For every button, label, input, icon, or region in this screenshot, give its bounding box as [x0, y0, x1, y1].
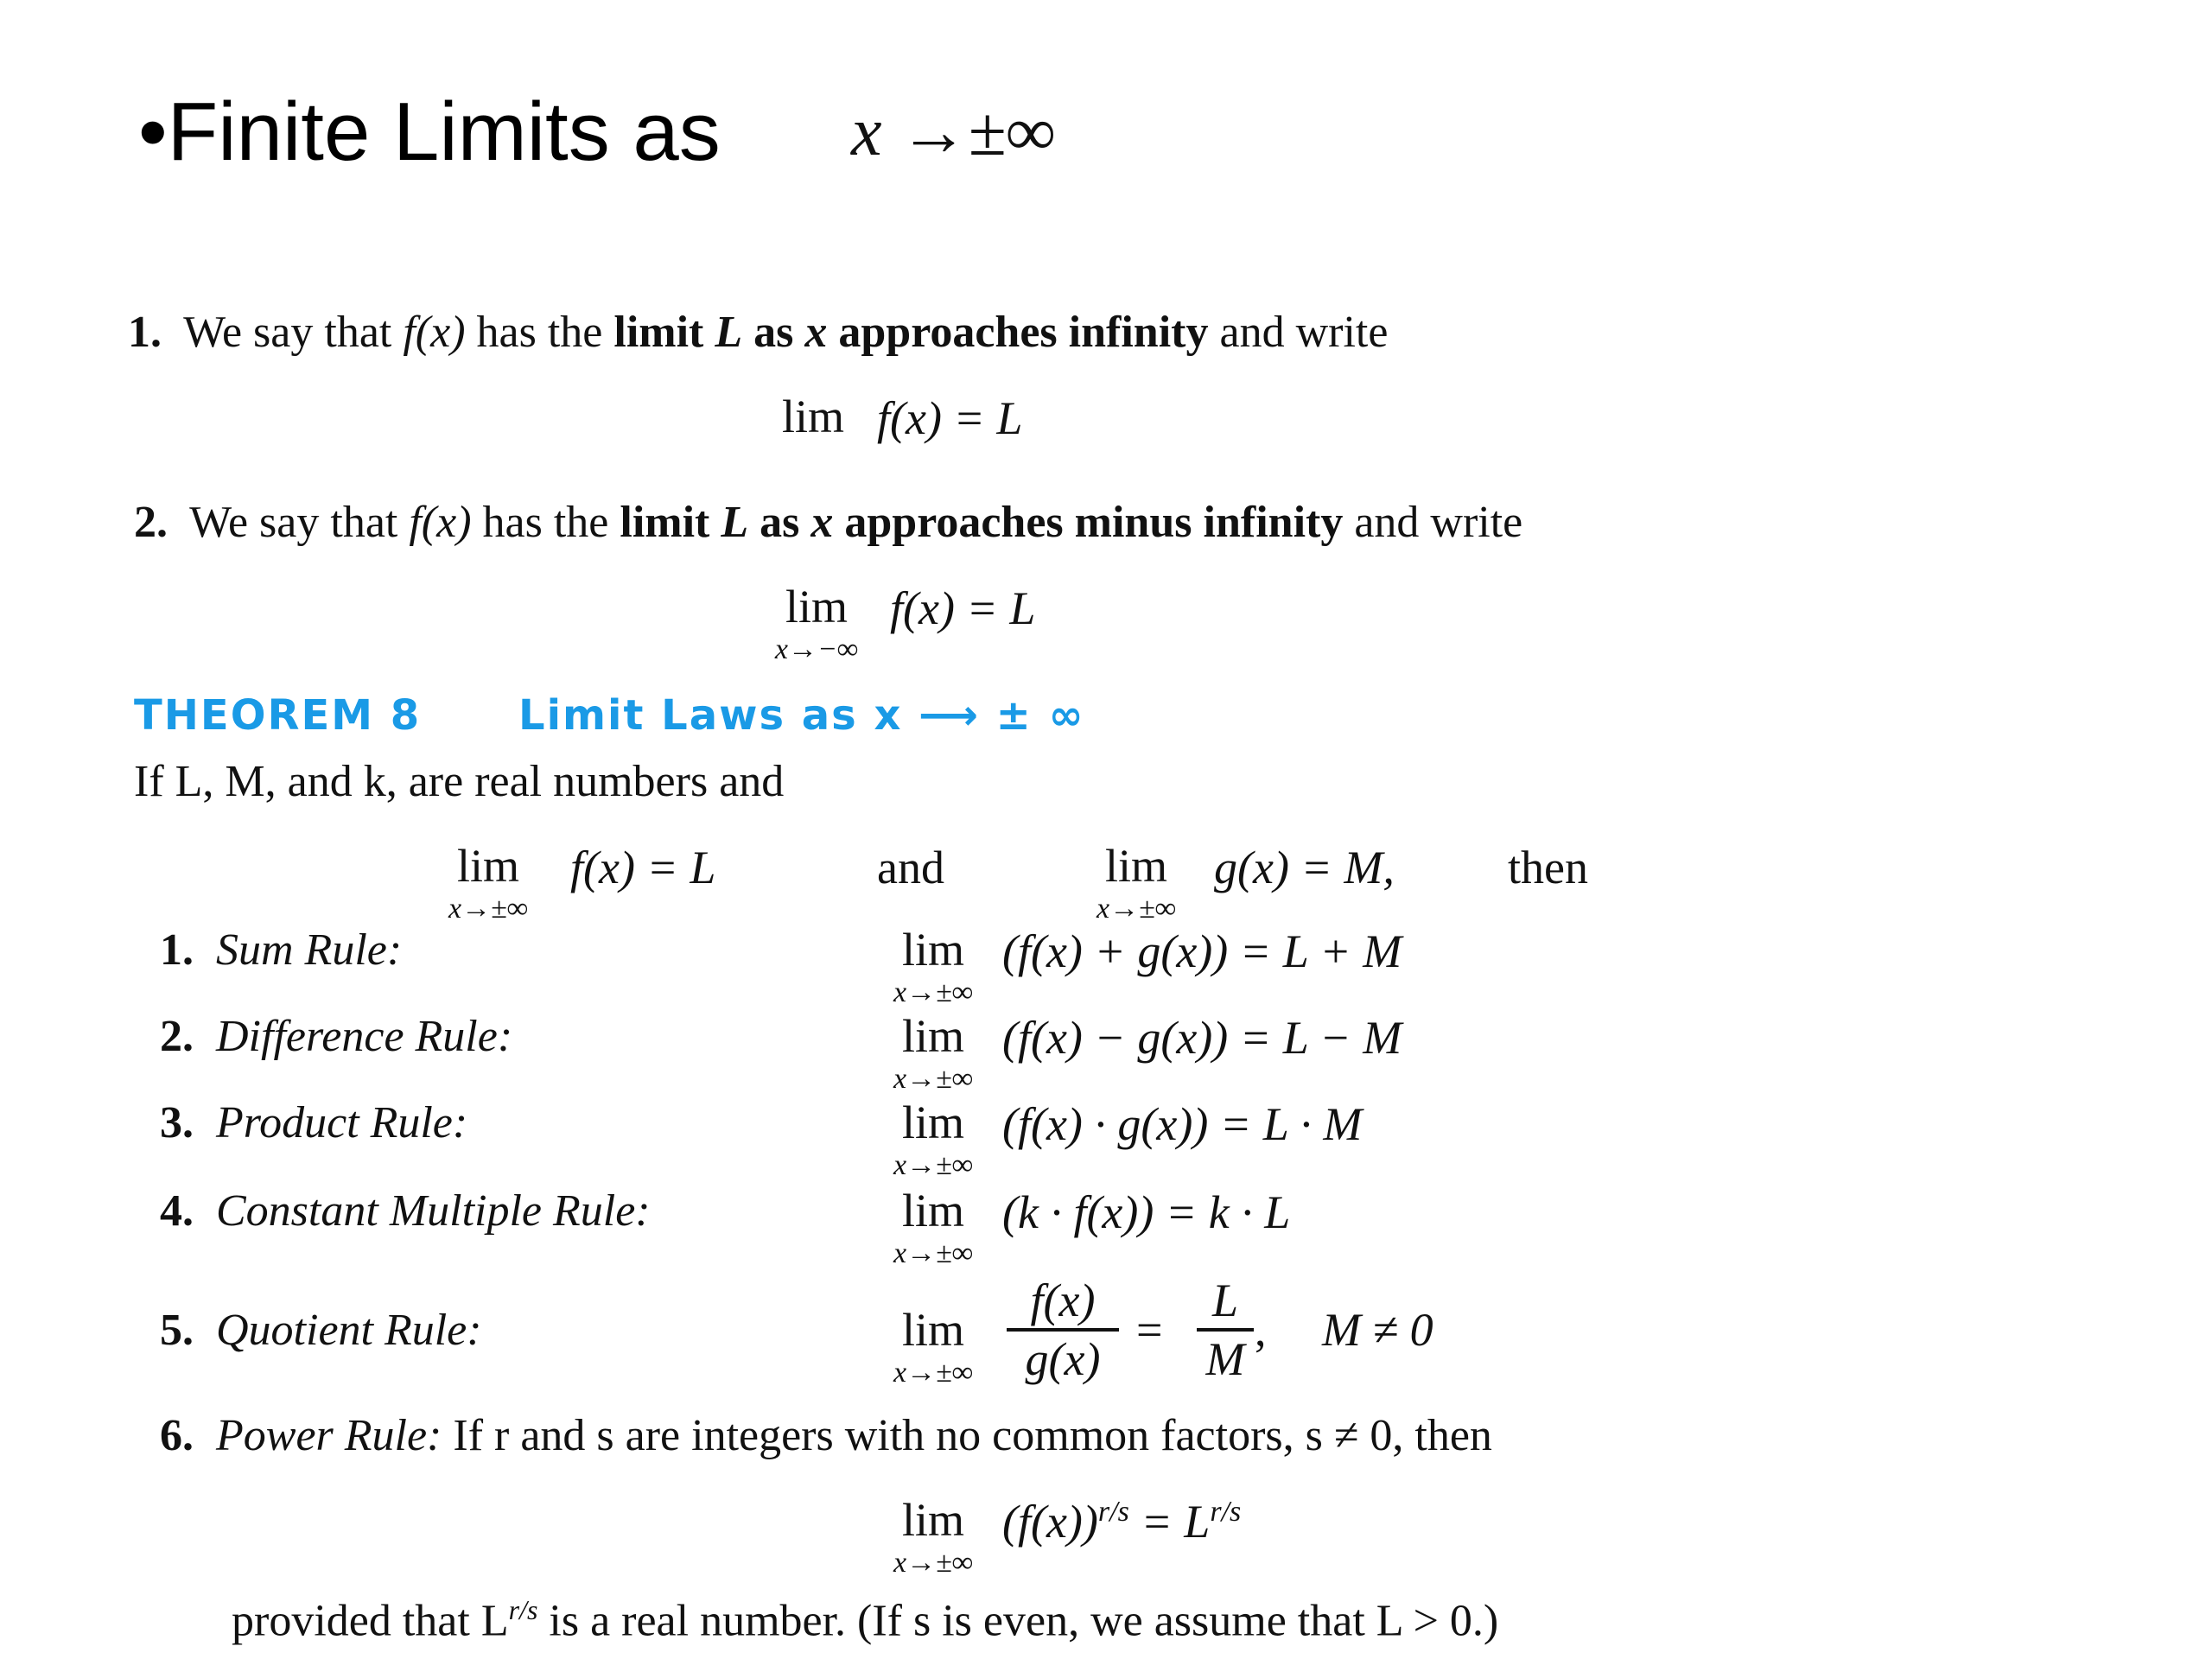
- rule-5-name: Quotient Rule:: [216, 1306, 482, 1355]
- rule-4-number: 4.: [160, 1186, 194, 1236]
- rule-1-name: Sum Rule:: [216, 925, 403, 975]
- rule-1-number: 1.: [160, 925, 194, 975]
- rule-5-fraction-right: [1197, 1274, 1254, 1385]
- hyp-expression-2: g(x) = M,: [1214, 842, 1395, 893]
- hyp-lim-word-1: lim: [456, 840, 519, 892]
- rule-1-limit-operator: [860, 926, 1007, 1007]
- rule-6-provided-pre: provided that L: [232, 1596, 509, 1646]
- rule-4-lim-word: lim: [901, 1185, 964, 1236]
- rule-5-denominator-left: g(x): [1025, 1333, 1101, 1385]
- definition-1: [128, 307, 1388, 358]
- rule-5-fraction-left: [1007, 1274, 1119, 1385]
- fraction-bar: [1197, 1328, 1254, 1332]
- rule-6-provided: [232, 1594, 1498, 1646]
- rule-1-lim-sub: x→±∞: [893, 976, 973, 1008]
- rule-2-lim-word: lim: [901, 1010, 964, 1062]
- heading-math: x →±∞: [851, 94, 1056, 170]
- rule-3-number: 3.: [160, 1098, 194, 1147]
- rule-1-lim-word: lim: [901, 924, 964, 976]
- rule-5-condition: M ≠ 0: [1322, 1304, 1433, 1356]
- rule-4-expression: (k · f(x)) = k · L: [1002, 1186, 1291, 1238]
- def2-limit: limit: [620, 498, 721, 547]
- def2-limit-operator: [752, 583, 881, 664]
- rule-4-label: [160, 1185, 651, 1236]
- hyp-lim-sub-1: x→±∞: [448, 893, 528, 925]
- rule-3-limit-operator: [860, 1096, 1007, 1181]
- rule-6-name: Power Rule:: [216, 1411, 442, 1460]
- theorem-label: THEOREM 8: [134, 691, 422, 740]
- rule-6-provided-exponent: r/s: [508, 1594, 538, 1625]
- rule-3-label: [160, 1097, 467, 1148]
- rule-5-limit-operator: [860, 1306, 1007, 1388]
- heading-text: Finite Limits as: [167, 86, 721, 178]
- rule-5-label: [160, 1305, 482, 1356]
- rule-6-expression: [1002, 1495, 1241, 1548]
- hyp-then: then: [1508, 842, 1588, 893]
- def1-fx: f(x): [403, 308, 466, 357]
- def1-approaches: approaches infinity: [827, 308, 1209, 357]
- def1-expression: f(x) = L: [877, 392, 1023, 444]
- def2-expression: f(x) = L: [890, 582, 1036, 634]
- rule-4-name: Constant Multiple Rule:: [216, 1186, 651, 1236]
- rule-4-lim-sub: x→±∞: [893, 1237, 973, 1269]
- rule-6-lim-sub: x→±∞: [893, 1547, 973, 1579]
- def1-lim-word: lim: [782, 391, 845, 442]
- hyp-limit-operator-2: [1063, 842, 1210, 924]
- def2-lim-sub: x→−∞: [774, 633, 859, 665]
- def1-text-a: We say that: [183, 308, 404, 357]
- rule-3-lim-sub: x→±∞: [893, 1149, 973, 1181]
- def2-approaches: approaches minus infinity: [833, 498, 1344, 547]
- rule-5-lim-sub: x→±∞: [893, 1357, 973, 1389]
- rule-6-line: [160, 1410, 1492, 1461]
- def1-text-c: and write: [1208, 308, 1389, 357]
- hyp-lim-word-2: lim: [1104, 840, 1167, 892]
- hyp-limit-operator-1: [415, 842, 562, 924]
- def1-number: 1.: [128, 308, 162, 357]
- hyp-lim-sub-2: x→±∞: [1096, 893, 1176, 925]
- def2-number: 2.: [134, 498, 168, 547]
- rule-5-denominator-right: M: [1205, 1333, 1245, 1385]
- rule-2-label: [160, 1011, 512, 1062]
- def2-text-b: has the: [471, 498, 620, 547]
- rule-5-lim-word: lim: [901, 1304, 964, 1356]
- rule-6-exponent-right: r/s: [1210, 1496, 1242, 1528]
- rule-5-number: 5.: [160, 1306, 194, 1355]
- bullet-icon: •: [138, 86, 168, 178]
- def2-fx: f(x): [409, 498, 472, 547]
- rule-6-lim-word: lim: [901, 1494, 964, 1546]
- rule-2-name: Difference Rule:: [216, 1012, 513, 1061]
- def2-x: x: [810, 498, 834, 547]
- rule-3-expression: (f(x) · g(x)) = L · M: [1002, 1098, 1363, 1150]
- def1-L: L: [715, 308, 743, 357]
- rule-5-equals: =: [1136, 1304, 1163, 1356]
- rule-1-label: [160, 925, 402, 976]
- rule-4-limit-operator: [860, 1187, 1007, 1268]
- rule-2-limit-operator: [860, 1010, 1007, 1095]
- rule-6-exponent: r/s: [1097, 1496, 1129, 1528]
- theorem-intro: If L, M, and k, are real numbers and: [134, 757, 785, 806]
- rule-3-name: Product Rule:: [216, 1098, 468, 1147]
- rule-2-lim-sub: x→±∞: [893, 1063, 973, 1095]
- def2-lim-word: lim: [785, 581, 848, 632]
- rule-1-expression: (f(x) + g(x)) = L + M: [1002, 925, 1402, 977]
- slide-heading: [138, 85, 721, 180]
- def1-text-b: has the: [465, 308, 614, 357]
- definition-2: [134, 497, 1522, 548]
- rule-6-text: If r and s are integers with no common factors, s ≠ 0, then: [453, 1411, 1492, 1460]
- theorem-title: Limit Laws as x ⟶ ± ∞: [518, 691, 1085, 740]
- def2-text-c: and write: [1343, 498, 1523, 547]
- rule-6-equals-L: = L: [1128, 1496, 1211, 1548]
- def1-as: as: [742, 308, 805, 357]
- fraction-bar: [1007, 1328, 1119, 1332]
- def1-limit-operator: [782, 393, 844, 440]
- def1-x: x: [804, 308, 828, 357]
- hyp-expression-1: f(x) = L: [570, 842, 716, 893]
- rule-5-numerator-right: L: [1211, 1274, 1239, 1326]
- rule-6-provided-post: is a real number. (If s is even, we assume that L > 0.): [537, 1596, 1499, 1646]
- rule-6-number: 6.: [160, 1411, 194, 1460]
- def2-L: L: [721, 498, 749, 547]
- hyp-and: and: [877, 842, 944, 893]
- rule-6-limit-operator: [860, 1494, 1007, 1579]
- rule-5-comma: ,: [1255, 1304, 1267, 1356]
- rule-2-number: 2.: [160, 1012, 194, 1061]
- def1-limit: limit: [613, 308, 715, 357]
- rule-5-numerator-left: f(x): [1030, 1274, 1096, 1326]
- rule-6-base: (f(x)): [1002, 1496, 1098, 1548]
- rule-2-expression: (f(x) − g(x)) = L − M: [1002, 1012, 1402, 1064]
- def2-as: as: [748, 498, 811, 547]
- def2-text-a: We say that: [189, 498, 410, 547]
- rule-3-lim-word: lim: [901, 1096, 964, 1148]
